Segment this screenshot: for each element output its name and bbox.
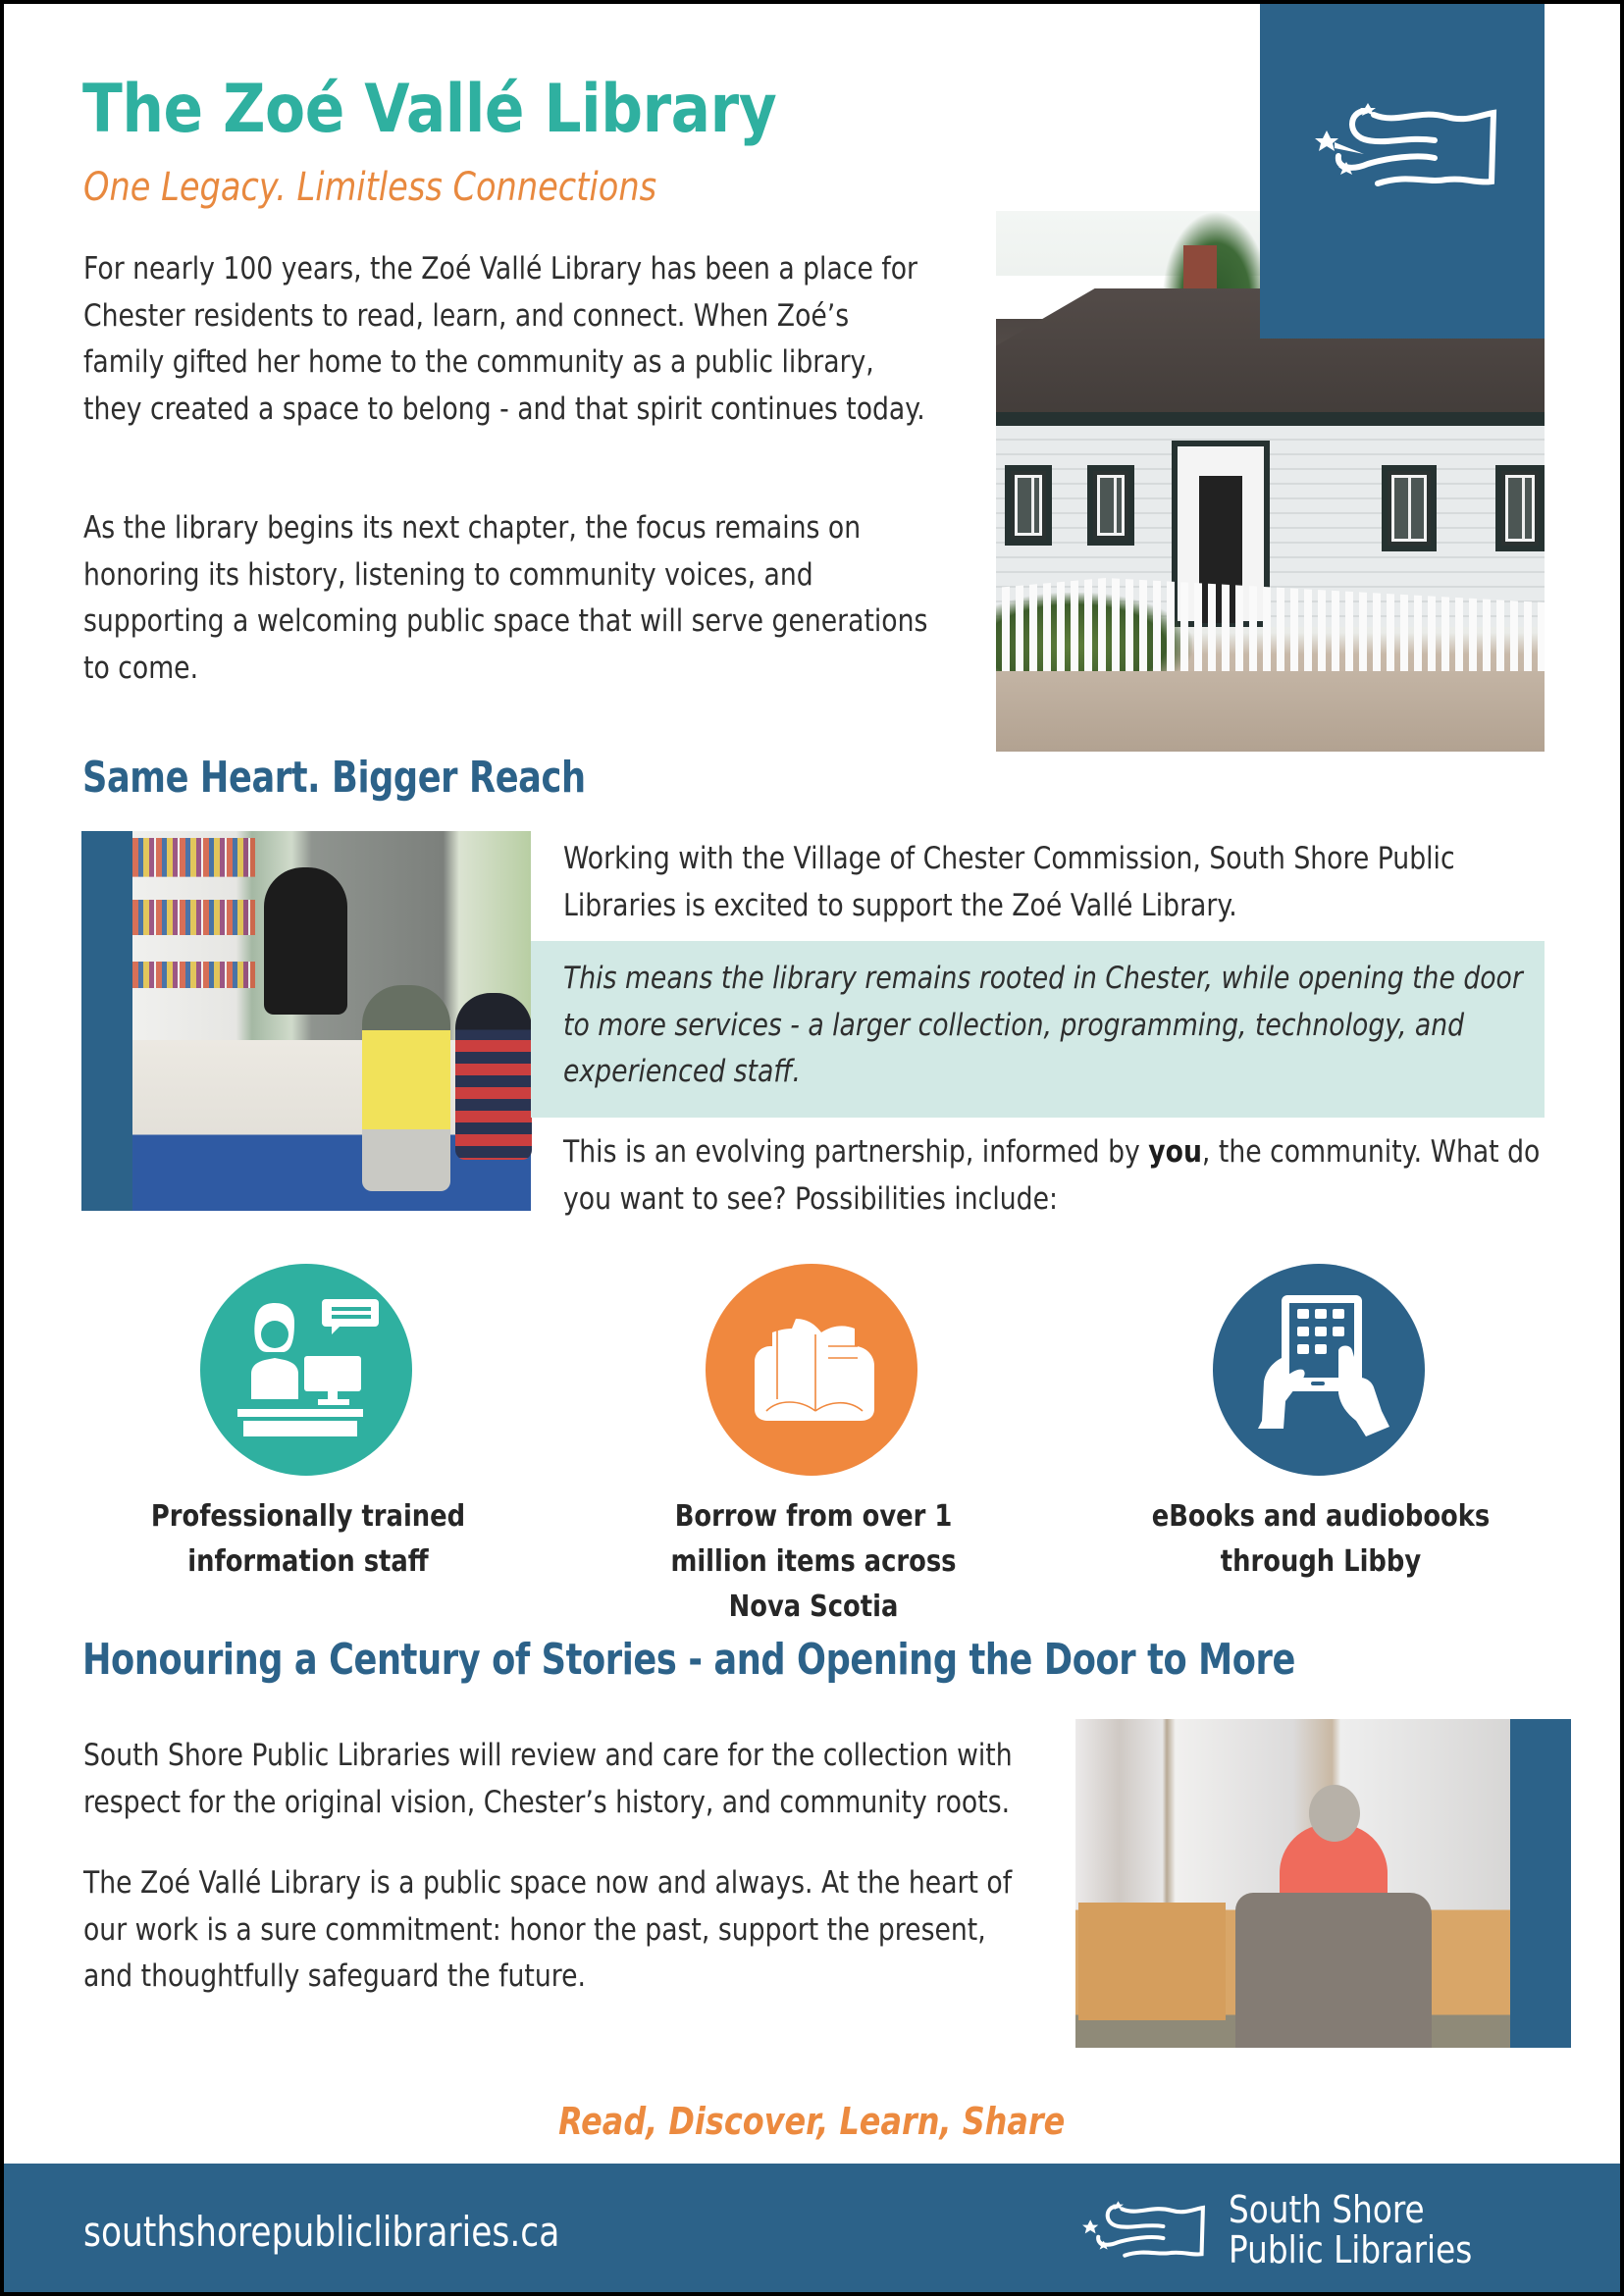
photo-child [455,993,532,1160]
section-heading-reach: Same Heart. Bigger Reach [82,753,586,803]
feature-borrow [706,1264,917,1476]
photo-path [996,671,1545,752]
reach-paragraph: This is an evolving partnership, informed by you, the community. What do you want to see? Possibilities include: [563,1134,1541,1217]
open-book-icon [706,1264,917,1476]
ssl-logo-icon [1078,2195,1211,2266]
emphasis-you: you [1148,1134,1202,1170]
website-link[interactable]: southshorepubliclibraries.ca [83,2208,560,2256]
photo-window [1382,465,1437,551]
slogan: Read, Discover, Learn, Share [558,2100,1066,2143]
tagline: One Legacy. Limitless Connections [83,165,657,210]
feature-label: Borrow from over 1 million items across Nova Scotia [670,1499,957,1624]
tablet-hands-icon [1213,1264,1425,1476]
photo-reader-head [1309,1785,1360,1842]
intro-paragraph: For nearly 100 years, the Zoé Vallé Library has been a place for Chester residents to read, learn, and connect. When Zoé’s family gifted her home to the community as a public library, they created a space to belong - and that spirit continues today. [83,251,925,427]
photo-window [1087,465,1134,546]
intro-paragraph: As the library begins its next chapter, the focus remains on honoring its history, listening to community voices, and supporting a welcoming public space that will serve generations to come. [83,510,928,686]
honour-paragraph: South Shore Public Libraries will review and care for the collection with respect for the original vision, Chester’s history, and community roots. [83,1738,1013,1820]
photo-window [1495,465,1545,551]
photo-side-table [1078,1903,1226,2020]
librarian-desk-icon [200,1264,412,1476]
photo-accent-bar [81,831,132,1211]
feature-label: Professionally trained information staff [150,1499,466,1579]
footer-brand-name: South Shore Public Libraries [1229,2188,1473,2271]
photo-staff-member [264,867,347,1015]
reach-paragraph: Working with the Village of Chester Commission, South Shore Public Libraries is excited to support the Zoé Vallé Library. [563,841,1455,923]
page-title: The Zoé Vallé Library [82,71,777,148]
feature-staff [200,1264,412,1476]
highlight-quote: This means the library remains rooted in Chester, while opening the door to more services - a larger collection, programming, technology, and experienced staff. [563,961,1523,1089]
ssl-logo-icon [1309,97,1505,195]
photo-child [362,985,450,1191]
flyer-page [4,4,1620,2292]
feature-ebooks [1213,1264,1425,1476]
feature-label: eBooks and audiobooks through Libby [1151,1499,1491,1579]
honour-paragraph: The Zoé Vallé Library is a public space now and always. At the heart of our work is a sure commitment: honor the past, support the present, and thoughtfully safeguard the future. [83,1865,1013,1994]
photo-accent-bar [1510,1719,1571,2048]
section-heading-honour: Honouring a Century of Stories - and Opening the Door to More [82,1635,1295,1685]
photo-armchair [1235,1893,1432,2048]
photo-window [1005,465,1052,546]
